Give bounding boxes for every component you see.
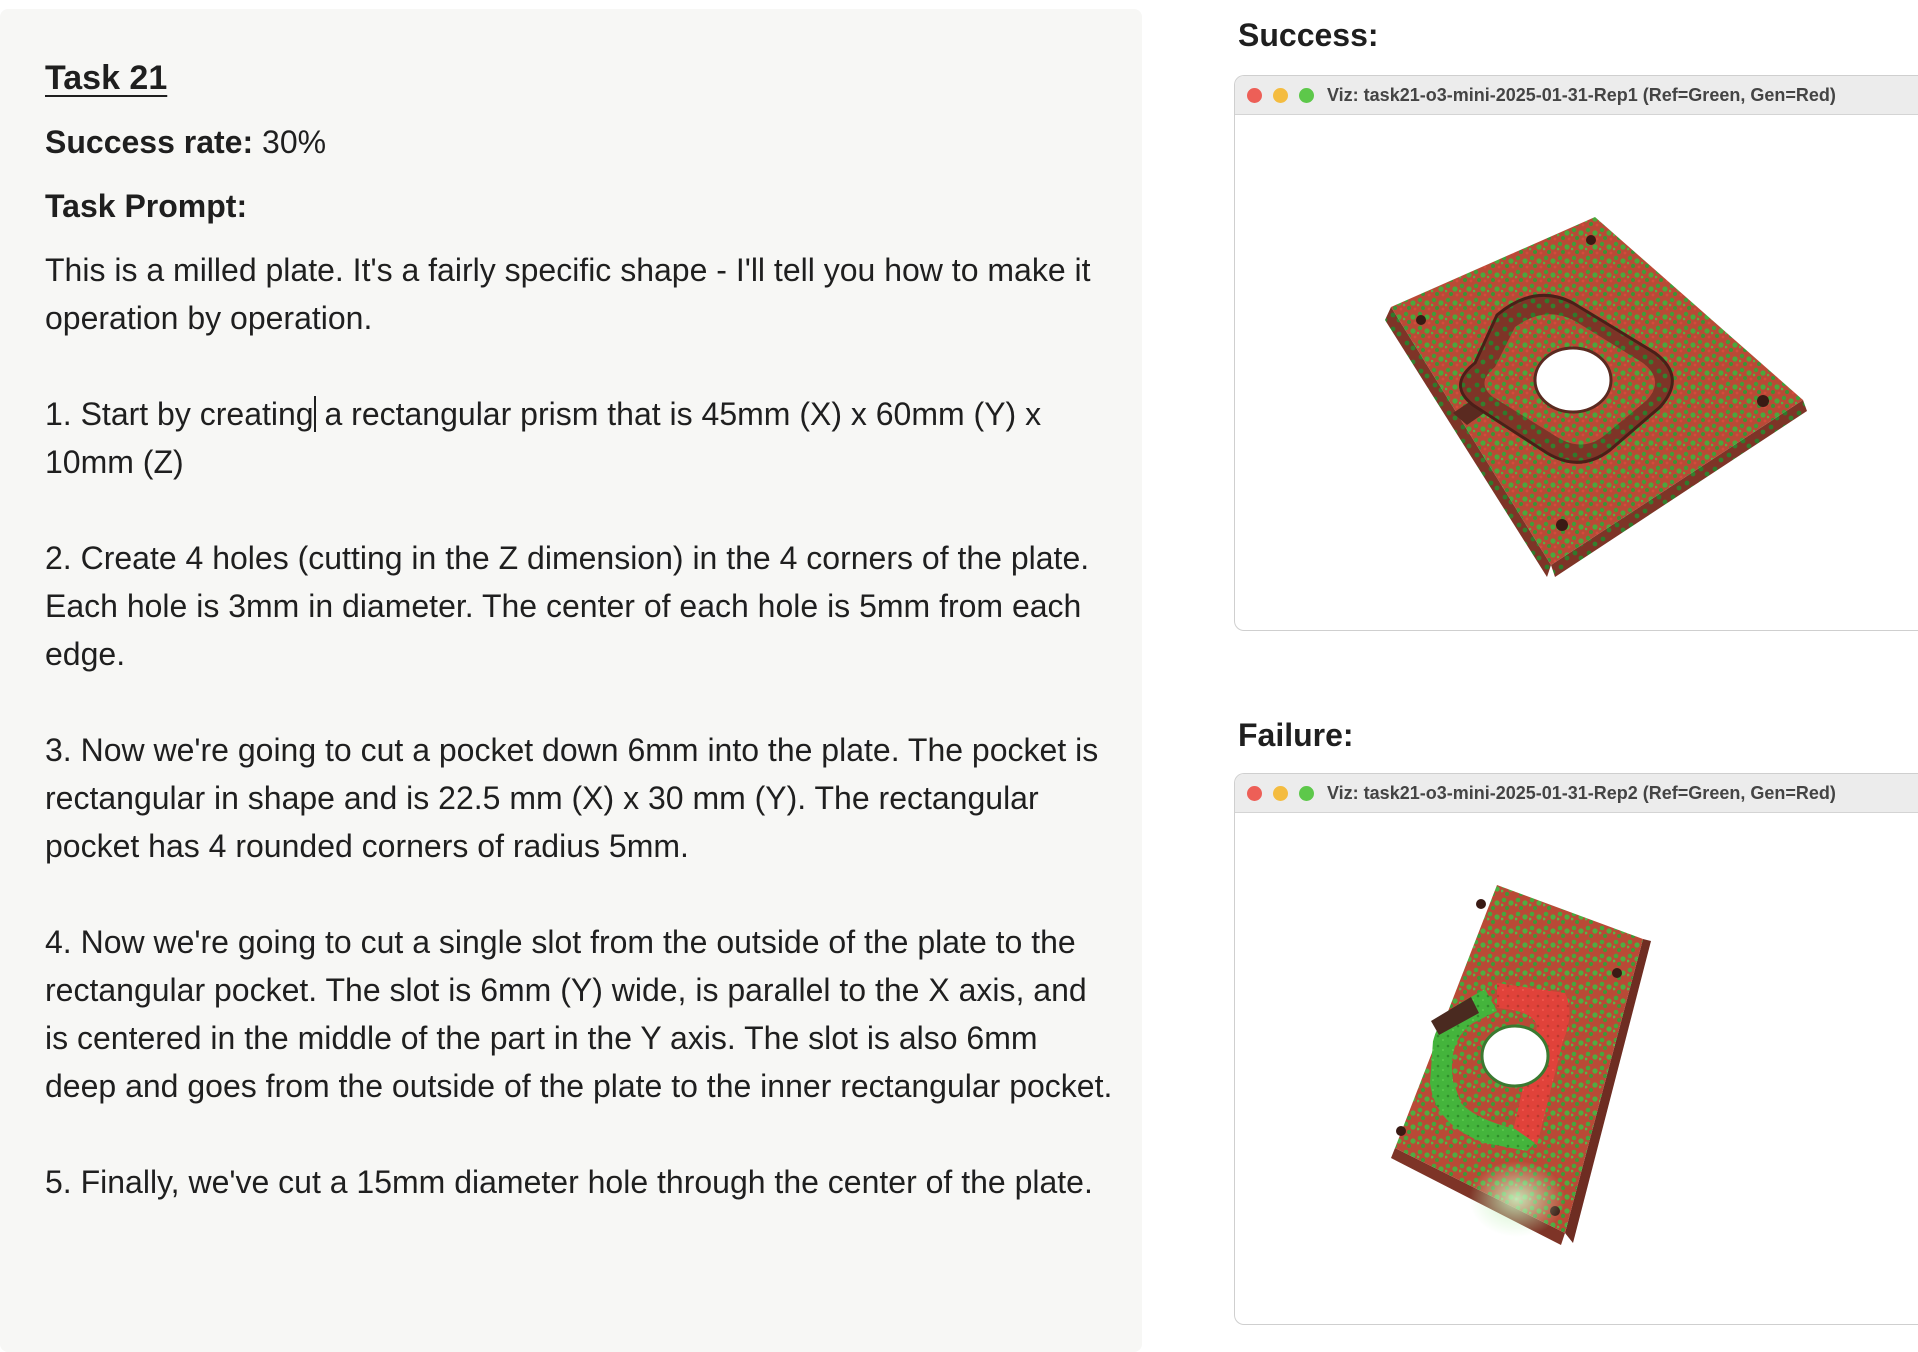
close-window-icon[interactable] bbox=[1247, 88, 1262, 103]
success-corner-hole bbox=[1586, 235, 1596, 245]
success-rate-value: 30% bbox=[262, 124, 327, 160]
failure-window-titlebar[interactable] bbox=[1235, 774, 1918, 813]
failure-3d-viewport[interactable] bbox=[1235, 813, 1918, 1324]
prompt-step-2: 2. Create 4 holes (cutting in the Z dimension) in the 4 corners of the plate. Each hole is 3mm in diameter. The center of each hole is 5mm from each edge. bbox=[45, 540, 1090, 672]
minimize-window-icon[interactable] bbox=[1273, 88, 1288, 103]
prompt-step-1-end: a rectangular prism that is 45mm (X) x 60mm (Y) x 10mm (Z) bbox=[45, 396, 1042, 480]
success-rate-label: Success rate: bbox=[45, 124, 254, 160]
failure-plate-render bbox=[1235, 813, 1918, 1324]
success-corner-hole bbox=[1556, 519, 1568, 531]
success-viz-window[interactable] bbox=[1234, 75, 1918, 631]
prompt-step-4: 4. Now we're going to cut a single slot from the outside of the plate to the rectangular pocket. The slot is 6mm (Y) wide, is parallel to the X axis, and is centered in the middle of the part in the Y axis. The slot is also 6mm deep and goes from the outside of the plate to the inner rectangular pocket. bbox=[45, 924, 1113, 1104]
task-title[interactable]: Task 21 bbox=[45, 59, 168, 97]
prompt-step-5: 5. Finally, we've cut a 15mm diameter hole through the center of the plate. bbox=[45, 1164, 1093, 1200]
prompt-step-1 bbox=[45, 390, 1115, 486]
success-plate-render bbox=[1235, 115, 1918, 630]
zoom-window-icon[interactable] bbox=[1299, 786, 1314, 801]
failure-label: Failure: bbox=[1238, 717, 1354, 753]
task-panel bbox=[0, 9, 1142, 1352]
success-window-titlebar[interactable] bbox=[1235, 76, 1918, 115]
success-window-title: Viz: task21-o3-mini-2025-01-31-Rep1 (Ref=Green, Gen=Red) bbox=[1327, 84, 1836, 105]
success-center-hole bbox=[1535, 348, 1611, 412]
failure-center-hole bbox=[1482, 1026, 1548, 1086]
close-window-icon[interactable] bbox=[1247, 786, 1262, 801]
failure-corner-hole bbox=[1396, 1126, 1406, 1136]
prompt-step-3: 3. Now we're going to cut a pocket down 6mm into the plate. The pocket is rectangular in shape and is 22.5 mm (X) x 30 mm (Y). The rectangular pocket has 4 rounded corners of radius 5mm. bbox=[45, 732, 1099, 864]
success-corner-hole bbox=[1416, 315, 1426, 325]
failure-corner-hole bbox=[1612, 968, 1622, 978]
success-3d-viewport[interactable] bbox=[1235, 115, 1918, 630]
prompt-step-1-start: 1. Start by creating bbox=[45, 396, 314, 432]
success-corner-hole bbox=[1757, 395, 1769, 407]
prompt-intro: This is a milled plate. It's a fairly specific shape - I'll tell you how to make it operation by operation. bbox=[45, 252, 1091, 336]
minimize-window-icon[interactable] bbox=[1273, 786, 1288, 801]
failure-light-glare bbox=[1469, 1161, 1565, 1237]
zoom-window-icon[interactable] bbox=[1299, 88, 1314, 103]
success-rate bbox=[45, 122, 326, 162]
task-prompt-heading: Task Prompt: bbox=[45, 188, 248, 224]
success-label: Success: bbox=[1238, 17, 1379, 53]
failure-window-title: Viz: task21-o3-mini-2025-01-31-Rep2 (Ref=Green, Gen=Red) bbox=[1327, 782, 1836, 803]
task-prompt-text[interactable] bbox=[45, 246, 1115, 1206]
failure-corner-hole bbox=[1476, 899, 1486, 909]
failure-viz-window[interactable] bbox=[1234, 773, 1918, 1325]
